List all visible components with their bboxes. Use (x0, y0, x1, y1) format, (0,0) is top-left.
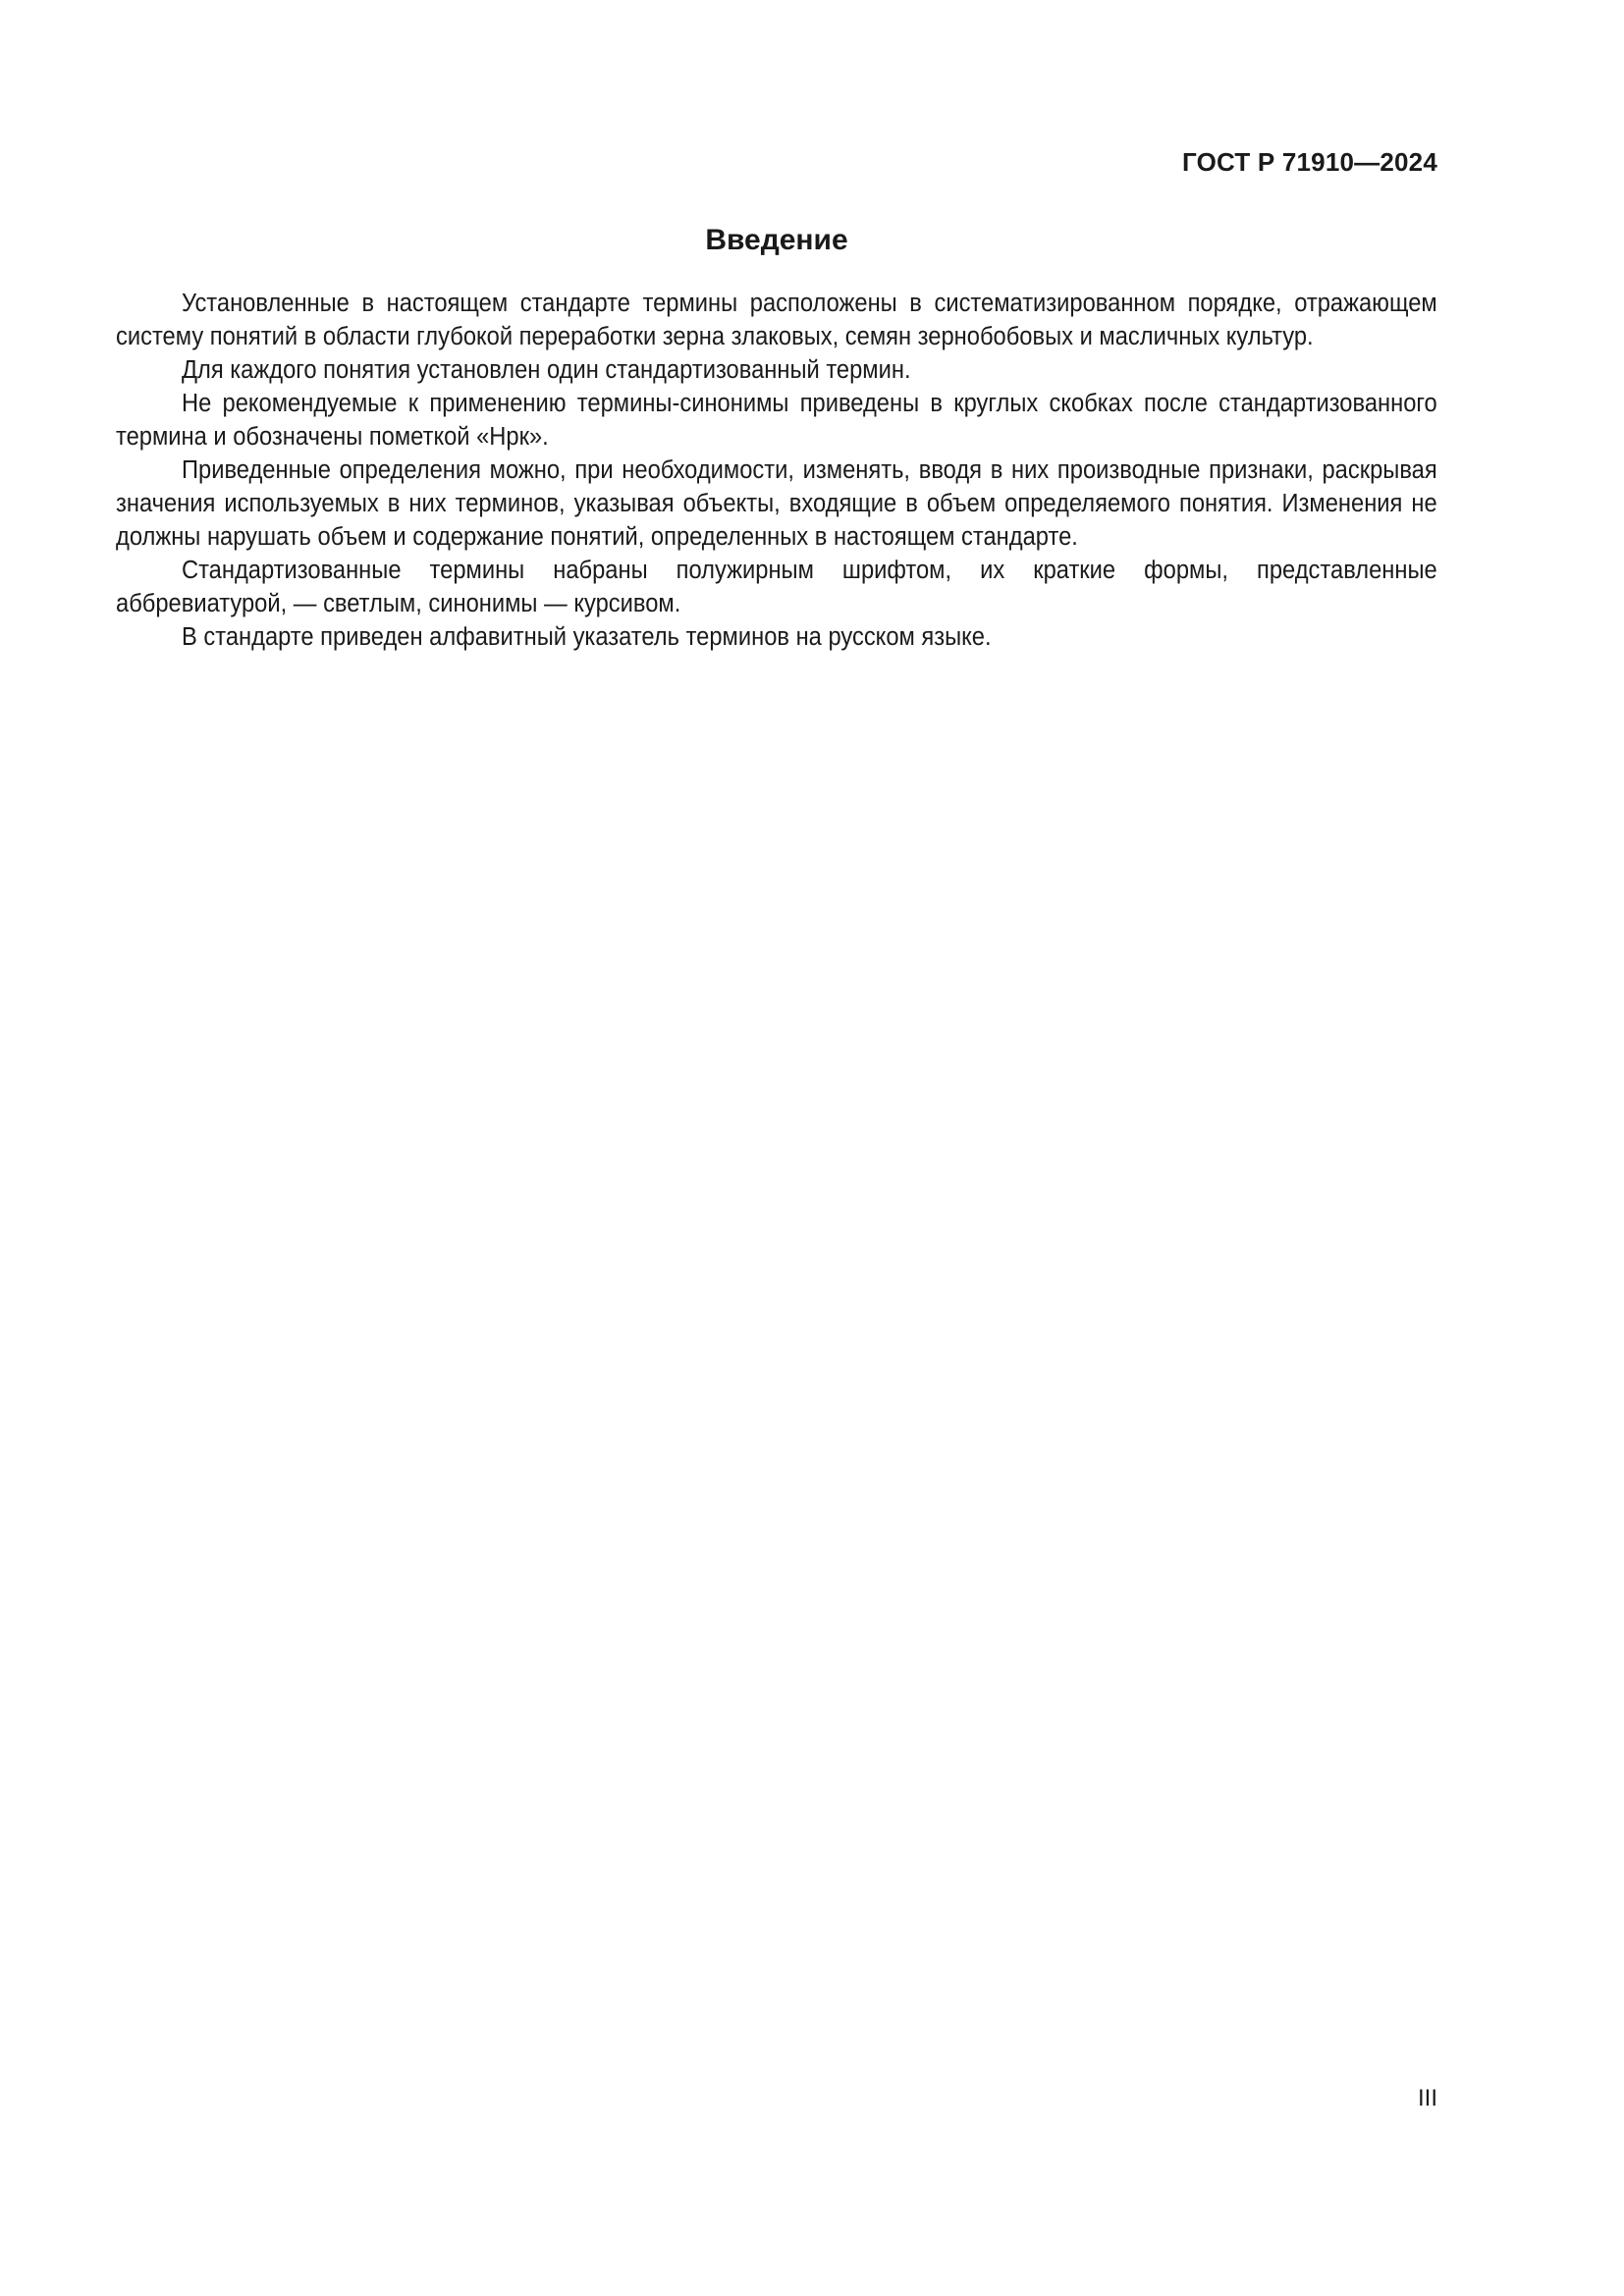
paragraph-typography: Стандартизованные термины набраны полужирным шрифтом, их краткие формы, представленные аббревиатурой, — светлым, синонимы — курсивом. (116, 557, 1437, 617)
paragraph-one-term: Для каждого понятия установлен один стандартизованный термин. (181, 356, 911, 384)
page-number: III (1417, 2085, 1437, 2111)
introduction-body (116, 287, 1437, 654)
document-code-header: ГОСТ Р 71910—2024 (1182, 147, 1437, 177)
paragraph-synonyms: Не рекомендуемые к применению термины-синонимы приведены в круглых скобках после стандартизованного термина и обозначены пометкой «Нрк». (116, 390, 1437, 451)
paragraph-terms-order: Установленные в настоящем стандарте термины расположены в систематизированном порядке, отражающем систему понятий в области глубокой переработки зерна злаковых, семян зернобобовых и масличных культур. (116, 290, 1437, 350)
section-title: Введение (705, 224, 848, 256)
paragraph-definitions: Приведенные определения можно, при необходимости, изменять, вводя в них производные признаки, раскрывая значения используемых в них терминов, указывая объекты, входящие в объем определяемого понятия. Изменения не должны нарушать объем и содержание понятий, определенных в настоящем стандарте. (116, 456, 1437, 551)
paragraph-index: В стандарте приведен алфавитный указатель терминов на русском языке. (181, 623, 992, 651)
